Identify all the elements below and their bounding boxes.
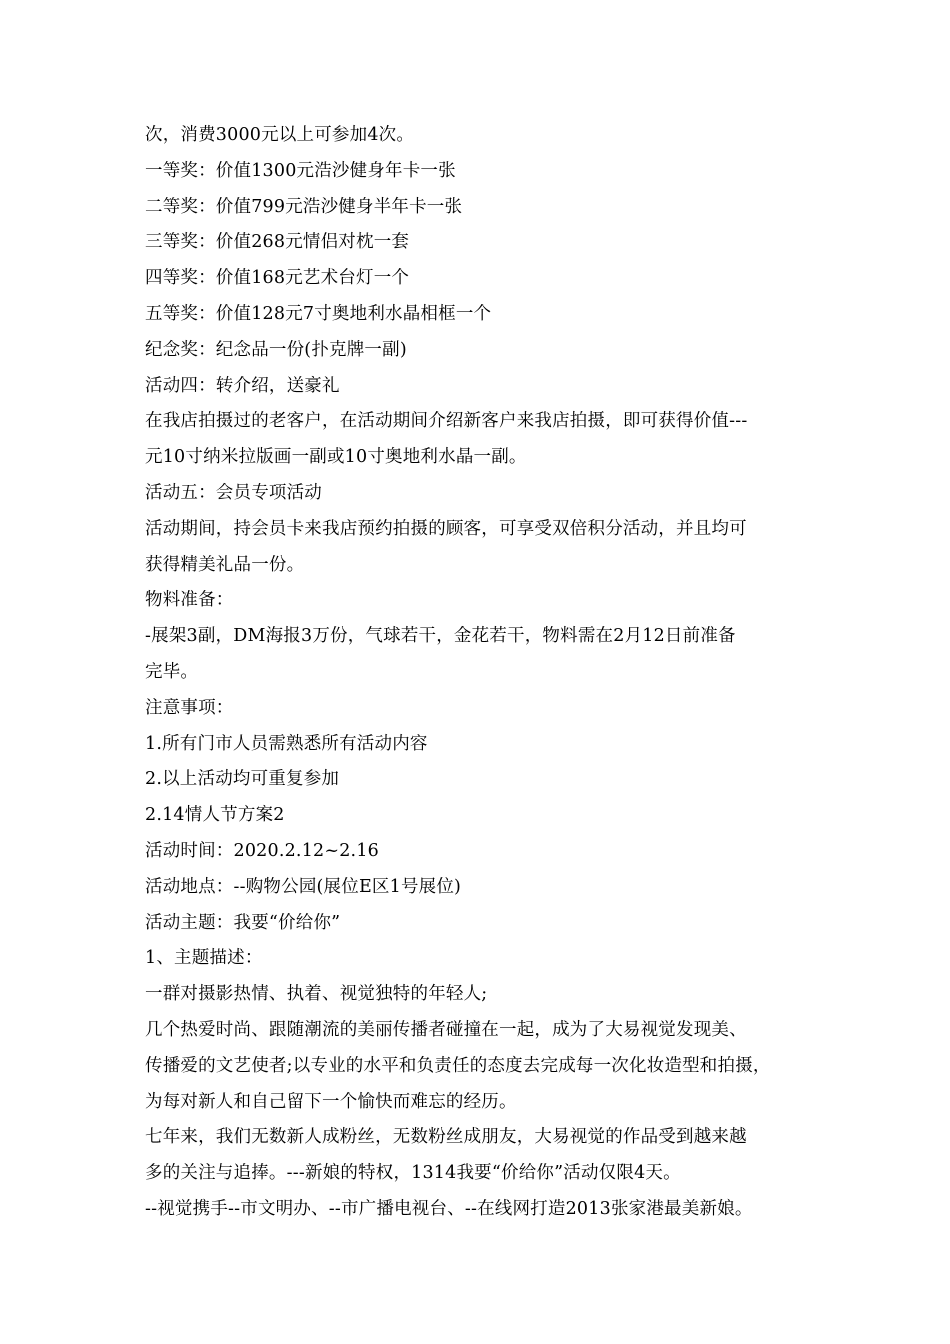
section-heading: 活动五：会员专项活动 [145, 482, 322, 503]
text-line: 多的关注与追捧。---新娘的特权，1314我要“价给你”活动仅限4天。 [145, 1163, 681, 1184]
text-line: 次，消费3000元以上可参加4次。 [145, 125, 415, 145]
document-body [145, 118, 825, 1228]
text-line: 在我店拍摄过的老客户，在活动期间介绍新客户来我店拍摄，即可获得价值--- [145, 411, 748, 432]
section-heading: 物料准备： [145, 590, 234, 611]
text-line: 几个热爱时尚、跟随潮流的美丽传播者碰撞在一起，成为了大易视觉发现美、 [145, 1019, 747, 1040]
text-line: --视觉携手--市文明办、--市广播电视台、--在线网打造2013张家港最美新娘。 [145, 1198, 753, 1219]
text-line: 四等奖：价值168元艺术台灯一个 [145, 268, 410, 289]
text-line: 为每对新人和自己留下一个愉快而难忘的经历。 [145, 1091, 517, 1112]
text-line: 五等奖：价值128元7寸奥地利水晶相框一个 [145, 303, 492, 324]
text-line: 完毕。 [145, 661, 199, 682]
text-line: 活动主题：我要“价给你” [145, 912, 341, 933]
text-line: 活动时间：2020.2.12~2.16 [145, 840, 379, 861]
section-heading: 1、主题描述： [145, 948, 263, 969]
text-line: 一群对摄影热情、执着、视觉独特的年轻人; [145, 984, 488, 1005]
text-line: 二等奖：价值799元浩沙健身半年卡一张 [145, 196, 463, 217]
text-line: -展架3副，DM海报3万份，气球若干，金花若干，物料需在2月12日前准备 [145, 626, 736, 647]
list-item: 1.所有门市人员需熟悉所有活动内容 [145, 733, 428, 754]
text-line: 三等奖：价值268元情侣对枕一套 [145, 232, 410, 253]
text-line: 活动地点：--购物公园(展位E区1号展位) [145, 876, 462, 897]
section-heading: 2.14情人节方案2 [145, 805, 285, 826]
text-line: 一等奖：价值1300元浩沙健身年卡一张 [145, 160, 456, 181]
text-line: 纪念奖：纪念品一份(扑克牌一副) [145, 339, 407, 360]
text-line: 活动期间，持会员卡来我店预约拍摄的顾客，可享受双倍积分活动，并且均可 [145, 518, 747, 539]
section-heading: 活动四：转介绍，送豪礼 [145, 375, 340, 396]
text-line: 传播爱的文艺使者;以专业的水平和负责任的态度去完成每一次化妆造型和拍摄， [145, 1055, 771, 1076]
text-line: 七年来，我们无数新人成粉丝，无数粉丝成朋友，大易视觉的作品受到越来越 [145, 1127, 747, 1148]
section-heading: 注意事项： [145, 697, 234, 718]
text-line: 元10寸纳米拉版画一副或10寸奥地利水晶一副。 [145, 447, 527, 468]
list-item: 2.以上活动均可重复参加 [145, 769, 340, 790]
text-line: 获得精美礼品一份。 [145, 554, 305, 575]
